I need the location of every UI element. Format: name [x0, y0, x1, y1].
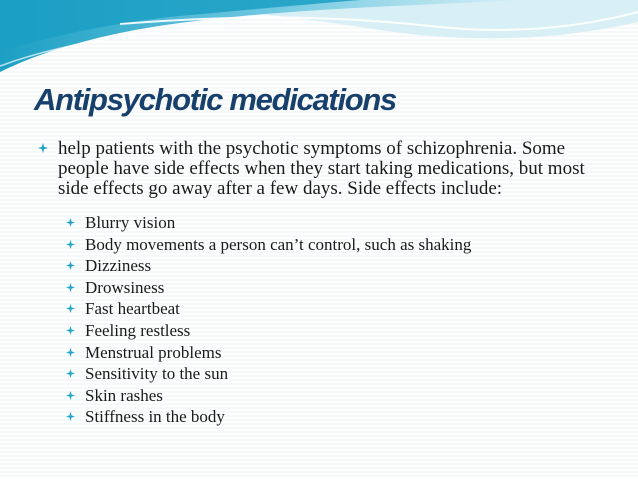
- list-item-text: Feeling restless: [85, 320, 191, 340]
- list-item: [66, 212, 471, 234]
- list-item: [66, 255, 471, 277]
- list-item-text: Sensitivity to the sun: [85, 364, 229, 384]
- list-item-text: Drowsiness: [85, 277, 165, 297]
- list-item-text: Skin rashes: [85, 385, 163, 405]
- diamond-bullet-icon: [38, 143, 48, 153]
- diamond-bullet-icon: [66, 240, 75, 249]
- list-item: [66, 298, 471, 320]
- main-bullet: [38, 139, 598, 199]
- side-effects-list: [66, 212, 471, 428]
- list-item-text: Menstrual problems: [85, 342, 222, 362]
- list-item-text: Stiffness in the body: [85, 407, 225, 427]
- list-item: [66, 363, 471, 385]
- diamond-bullet-icon: [66, 218, 75, 227]
- list-item: [66, 277, 471, 299]
- diamond-bullet-icon: [66, 348, 75, 357]
- diamond-bullet-icon: [66, 412, 75, 421]
- list-item-text: Fast heartbeat: [85, 299, 180, 319]
- diamond-bullet-icon: [66, 304, 75, 313]
- diamond-bullet-icon: [66, 283, 75, 292]
- diamond-bullet-icon: [66, 391, 75, 400]
- diamond-bullet-icon: [66, 261, 75, 270]
- list-item: [66, 342, 471, 364]
- list-item: [66, 406, 471, 428]
- list-item: [66, 385, 471, 407]
- diamond-bullet-icon: [66, 369, 75, 378]
- decorative-wave-header: [0, 0, 638, 80]
- slide-title: Antipsychotic medications: [34, 82, 396, 117]
- diamond-bullet-icon: [66, 326, 75, 335]
- list-item-text: Blurry vision: [85, 213, 176, 232]
- list-item: [66, 234, 471, 256]
- list-item-text: Body movements a person can’t control, such as shaking: [85, 234, 472, 254]
- main-bullet-text: help patients with the psychotic symptoms of schizophrenia. Some people have side effects when they start taking medications, but most side effects go away after a few days. Side effects include:: [58, 138, 585, 199]
- list-item: [66, 320, 471, 342]
- list-item-text: Dizziness: [85, 256, 152, 276]
